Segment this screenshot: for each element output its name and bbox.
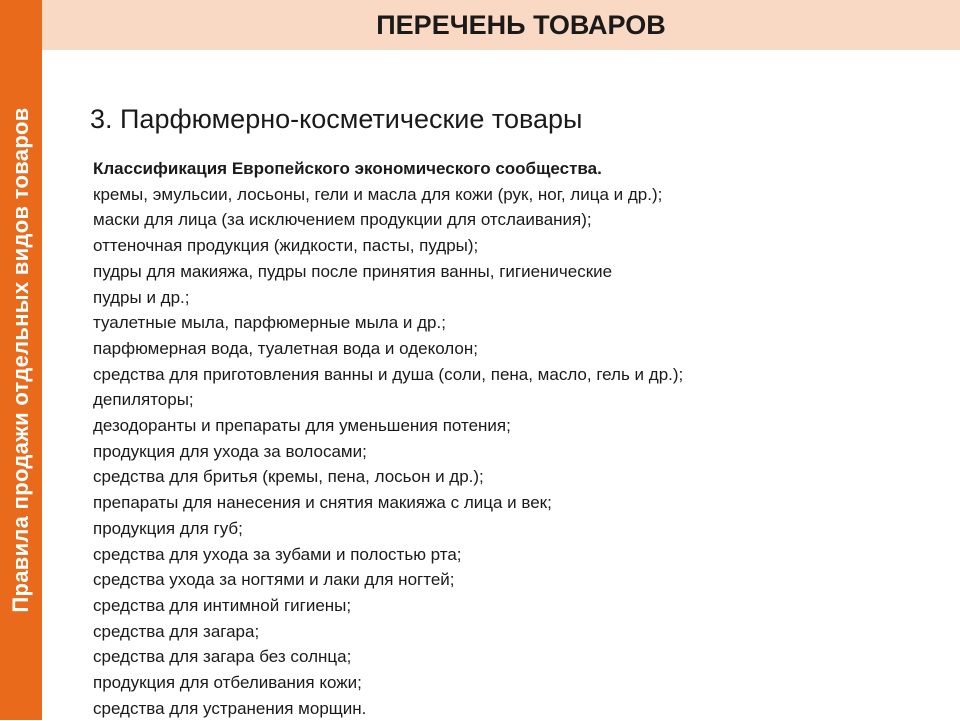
header-band [42, 0, 960, 50]
list-item: средства для бритья (кремы, пена, лосьон и др.); [93, 467, 484, 487]
content-body [93, 156, 933, 721]
page-title: ПЕРЕЧЕНЬ ТОВАРОВ [376, 9, 666, 40]
list-item: маски для лица (за исключением продукции для отслаивания); [93, 210, 592, 230]
section-title: 3. Парфюмерно-косметические товары [90, 104, 583, 134]
product-list [93, 182, 933, 721]
list-item: пудры для макияжа, пудры после принятия ванны, гигиенические [93, 261, 613, 281]
list-item: продукция для губ; [93, 518, 243, 538]
list-item: средства для ухода за зубами и полостью рта; [93, 544, 462, 564]
list-item: парфюмерная вода, туалетная вода и одеколон; [93, 338, 478, 358]
list-item: препараты для нанесения и снятия макияжа с лица и век; [93, 493, 552, 513]
list-item: средства для загара; [93, 621, 260, 641]
list-item: оттеночная продукция (жидкости, пасты, пудры); [93, 236, 479, 256]
list-item: средства для приготовления ванны и душа (соли, пена, масло, гель и др.); [93, 364, 684, 384]
list-item: средства ухода за ногтями и лаки для ногтей; [93, 570, 455, 590]
list-item: средства для загара без солнца; [93, 647, 352, 667]
side-bar [0, 0, 42, 720]
list-item: дезодоранты и препараты для уменьшения потения; [93, 416, 511, 436]
list-item: средства для устранения морщин. [93, 698, 367, 718]
list-item: продукция для ухода за волосами; [93, 441, 367, 461]
list-item: продукция для отбеливания кожи; [93, 673, 362, 693]
side-bar-title: Правила продажи отдельных видов товаров [8, 107, 33, 613]
classification-heading: Классификация Европейского экономического сообщества. [93, 159, 602, 178]
list-item: туалетные мыла, парфюмерные мыла и др.; [93, 313, 446, 333]
list-item: пудры и др.; [93, 287, 190, 307]
list-item: средства для интимной гигиены; [93, 595, 352, 615]
list-item: кремы, эмульсии, лосьоны, гели и масла для кожи (рук, ног, лица и др.); [93, 184, 663, 204]
list-item: депиляторы; [93, 390, 194, 410]
